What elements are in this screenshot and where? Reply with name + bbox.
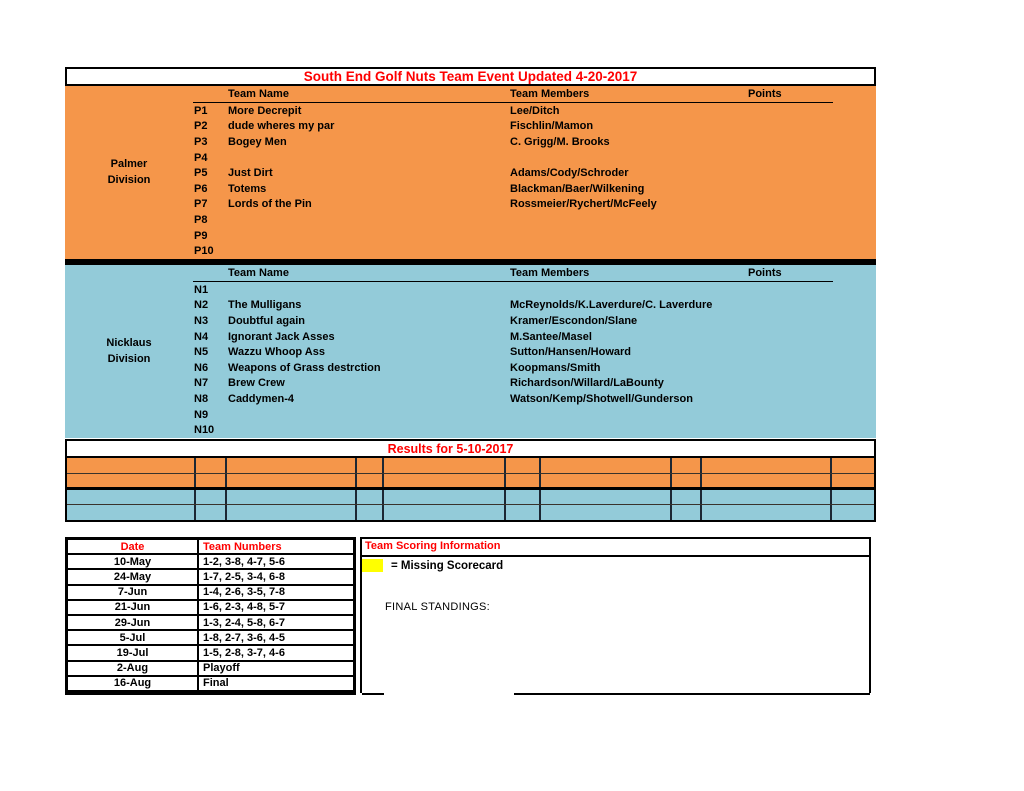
team-name: The Mulligans [228,299,302,312]
results-cell [196,490,227,504]
team-members: Kramer/Escondon/Slane [510,314,638,327]
schedule-team-numbers: Final [203,677,229,690]
results-cell [384,505,506,520]
results-cell [384,458,506,473]
team-id: N1 [194,283,209,296]
team-id: P10 [194,245,214,258]
team-name: Totems [228,182,267,195]
results-cell [357,505,384,520]
team-id: P6 [194,182,208,195]
results-cell [541,474,672,487]
missing-scorecard-legend [362,559,869,572]
team-id: N7 [194,377,209,390]
team-id: N5 [194,346,209,359]
team-members: C. Grigg/M. Brooks [510,135,610,148]
team-name: Wazzu Whoop Ass [228,346,325,359]
results-cell [67,458,196,473]
schedule-team-numbers: Playoff [203,662,240,675]
results-cell [541,458,672,473]
scoring-info-panel [360,537,871,693]
results-cell [672,505,702,520]
team-name: More Decrepit [228,104,302,117]
results-cell [196,505,227,520]
schedule-date: 24-May [68,570,199,583]
results-cell [672,474,702,487]
results-cell [357,458,384,473]
results-cell [506,474,541,487]
results-cell [672,458,702,473]
column-header-team-name: Team Name [228,267,289,279]
team-id: P2 [194,120,208,133]
results-cell [832,474,874,487]
team-id: P4 [194,151,208,164]
schedule-row [68,646,353,661]
schedule-team-numbers: 1-7, 2-5, 3-4, 6-8 [203,571,285,583]
yellow-swatch [362,559,383,572]
column-header-team-members: Team Members [510,267,590,279]
results-cell [67,505,196,520]
schedule-row [68,662,353,677]
team-id: P9 [194,229,208,242]
results-row-palmer-2 [67,474,874,490]
schedule-row [68,601,353,616]
schedule-table [65,537,356,695]
team-id: N3 [194,314,209,327]
results-cell [227,458,357,473]
schedule-header-row [68,540,353,555]
schedule-row [68,616,353,631]
team-members: M.Santee/Masel [510,330,592,343]
column-header-team-members: Team Members [510,88,590,100]
team-name: dude wheres my par [228,120,335,133]
schedule-row [68,677,353,692]
team-name: Brew Crew [228,377,285,390]
schedule-header-date: Date [68,540,199,553]
schedule-date: 19-Jul [68,646,199,659]
team-id: N9 [194,408,209,421]
team-members: Lee/Ditch [510,104,560,117]
results-cell [832,458,874,473]
team-id: N8 [194,392,209,405]
results-cell [227,505,357,520]
results-cell [227,474,357,487]
results-row-palmer-1 [67,458,874,474]
nicklaus-division-section [65,265,876,438]
team-id: N2 [194,299,209,312]
team-name: Weapons of Grass destrction [228,361,381,374]
scoring-info-header: Team Scoring Information [362,539,869,557]
results-cell [832,505,874,520]
schedule-date: 7-Jun [68,586,199,599]
schedule-team-numbers: 1-4, 2-6, 3-5, 7-8 [203,586,285,599]
column-header-points: Points [748,267,782,279]
schedule-header-numbers: Team Numbers [203,540,282,553]
schedule-date: 10-May [68,555,199,568]
results-cell [506,458,541,473]
team-members: Adams/Cody/Schroder [510,167,629,180]
nicklaus-division-label: Nicklaus Division [106,337,152,365]
team-members: Sutton/Hansen/Howard [510,346,632,359]
palmer-division-section [65,86,876,259]
column-header-team-name: Team Name [228,88,289,100]
results-cell [384,490,506,504]
team-name: Bogey Men [228,135,287,148]
results-cell [702,474,832,487]
results-cell [67,474,196,487]
schedule-team-numbers: 1-3, 2-4, 5-8, 6-7 [203,616,285,629]
results-title-box [65,439,876,458]
schedule-team-numbers: 1-2, 3-8, 4-7, 5-6 [203,555,285,568]
schedule-date: 29-Jun [68,616,199,629]
team-id: P3 [194,135,208,148]
results-cell [702,458,832,473]
results-cell [702,505,832,520]
results-cell [506,490,541,504]
team-id: P5 [194,167,208,180]
results-cell [384,474,506,487]
results-cell [357,474,384,487]
results-cell [67,490,196,504]
results-cell [196,458,227,473]
results-title: Results for 5-10-2017 [387,441,514,456]
schedule-team-numbers: 1-5, 2-8, 3-7, 4-6 [203,647,285,660]
page-title: South End Golf Nuts Team Event Updated 4-20-2017 [303,69,638,84]
results-cell [702,490,832,504]
team-members: Fischlin/Mamon [510,120,594,133]
team-members: Watson/Kemp/Shotwell/Gunderson [510,392,693,405]
schedule-row [68,631,353,646]
team-members: McReynolds/K.Laverdure/C. Laverdure [510,299,713,312]
team-name: Doubtful again [228,314,305,327]
team-id: N4 [194,330,209,343]
title-box [65,67,876,86]
column-header-points: Points [748,88,782,100]
schedule-date: 5-Jul [68,631,199,644]
team-name: Lords of the Pin [228,198,312,211]
team-members: Blackman/Baer/Wilkening [510,182,645,195]
results-cell [541,490,672,504]
schedule-row [68,586,353,601]
schedule-row [68,555,353,570]
results-cell [227,490,357,504]
schedule-date: 2-Aug [68,662,199,675]
team-members: Richardson/Willard/LaBounty [510,377,664,390]
panel-bottom-border-left-segment [362,693,384,695]
team-id: P1 [194,104,208,117]
results-row-nicklaus-1 [67,490,874,505]
team-name: Just Dirt [228,167,273,180]
results-cell [672,490,702,504]
results-cell [541,505,672,520]
schedule-date: 21-Jun [68,601,199,614]
results-cell [357,490,384,504]
team-id: N10 [194,424,215,437]
palmer-division-label: Palmer Division [107,158,151,186]
schedule-date: 16-Aug [68,677,199,690]
schedule-team-numbers: 1-8, 2-7, 3-6, 4-5 [203,631,285,644]
team-id: P7 [194,198,208,211]
panel-bottom-border-right-segment [514,693,870,695]
team-name: Ignorant Jack Asses [228,330,335,343]
team-members: Rossmeier/Rychert/McFeely [510,198,657,211]
team-members: Koopmans/Smith [510,361,601,374]
results-row-nicklaus-2 [67,505,874,520]
results-grid [65,458,876,522]
results-cell [832,490,874,504]
final-standings-label: FINAL STANDINGS: [385,601,491,613]
missing-scorecard-label: = Missing Scorecard [391,559,504,572]
schedule-row [68,570,353,585]
team-id: N6 [194,361,209,374]
schedule-team-numbers: 1-6, 2-3, 4-8, 5-7 [203,601,285,614]
team-id: P8 [194,213,208,226]
results-cell [196,474,227,487]
results-cell [506,505,541,520]
team-name: Caddymen-4 [228,392,295,405]
